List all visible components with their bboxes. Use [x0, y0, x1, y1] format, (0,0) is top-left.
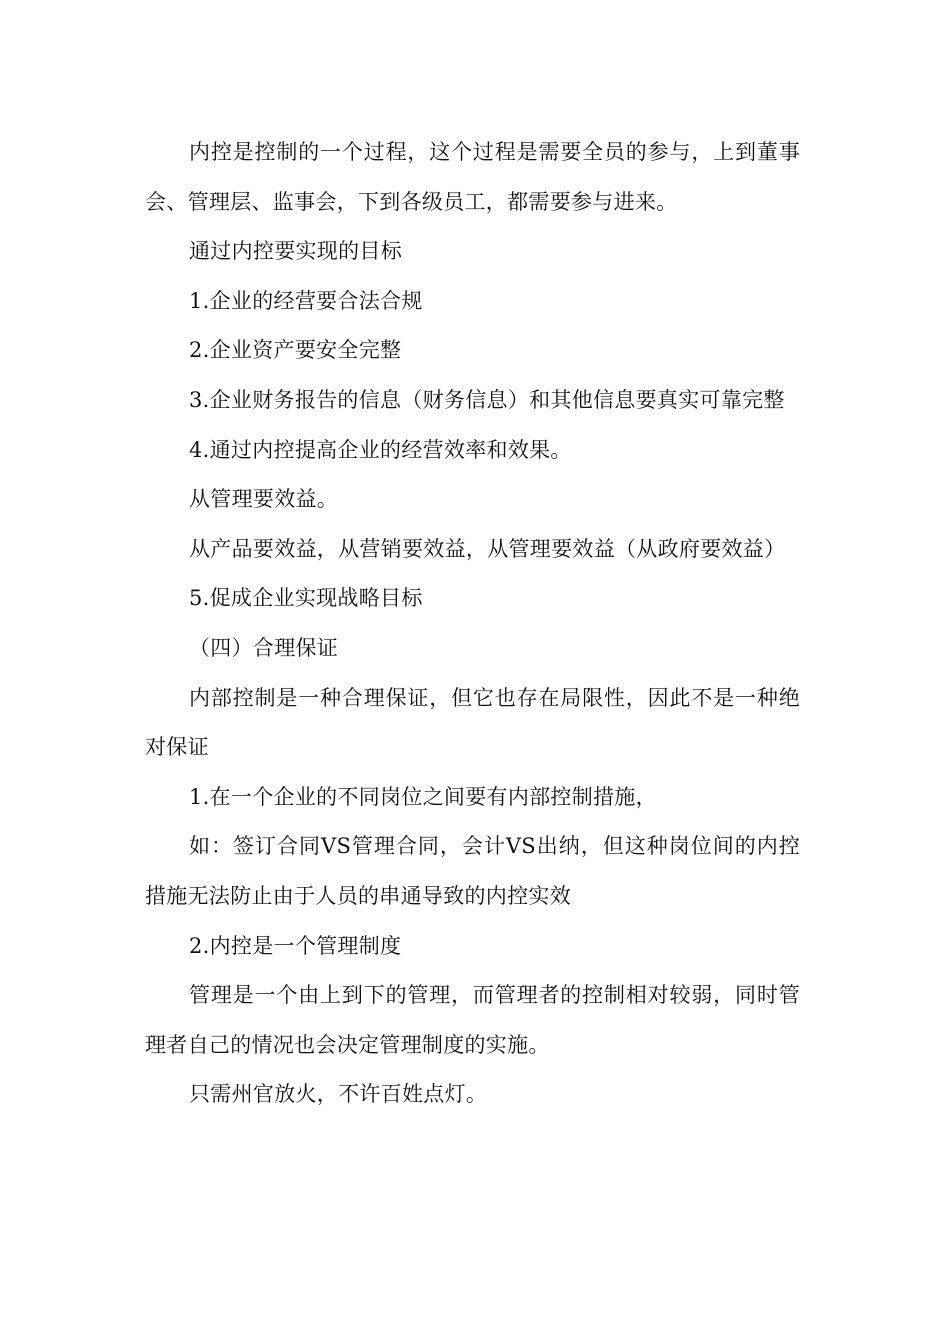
section-heading-reasonable-assurance: （四）合理保证	[189, 635, 339, 660]
paragraph-goals-heading: 通过内控要实现的目标	[189, 239, 402, 264]
document-body	[145, 128, 800, 1120]
paragraph-benefit-sources: 从产品要效益，从营销要效益，从管理要效益（从政府要效益）	[189, 536, 786, 561]
paragraph-goal-2: 2.企业资产要安全完整	[189, 338, 402, 363]
paragraph-limitation-2: 2.内控是一个管理制度	[189, 933, 402, 958]
paragraph-proverb: 只需州官放火，不许百姓点灯。	[189, 1082, 488, 1107]
paragraph-management-benefit: 从管理要效益。	[189, 487, 339, 512]
paragraph-reasonable-assurance: 内部控制是一种合理保证，但它也存在局限性，因此不是一种绝对保证	[145, 685, 800, 760]
paragraph-goal-4: 4.通过内控提高企业的经营效率和效果。	[189, 437, 572, 462]
paragraph-limitation-2-detail: 管理是一个由上到下的管理，而管理者的控制相对较弱，同时管理者自己的情况也会决定管理制度的实施。	[145, 983, 800, 1057]
paragraph-limitation-1-example: 如：签订合同VS管理合同，会计VS出纳，但这种岗位间的内控措施无法防止由于人员的串通导致的内控实效	[145, 834, 800, 908]
paragraph-limitation-1: 1.在一个企业的不同岗位之间要有内部控制措施，	[189, 784, 657, 809]
paragraph-goal-3: 3.企业财务报告的信息（财务信息）和其他信息要真实可靠完整	[189, 387, 785, 412]
paragraph-goal-1: 1.企业的经营要合法合规	[189, 288, 423, 313]
paragraph-internal-control-process: 内控是控制的一个过程，这个过程是需要全员的参与，上到董事会、管理层、监事会，下到各级员工，都需要参与进来。	[145, 140, 800, 214]
paragraph-goal-5: 5.促成企业实现战略目标	[189, 586, 423, 611]
